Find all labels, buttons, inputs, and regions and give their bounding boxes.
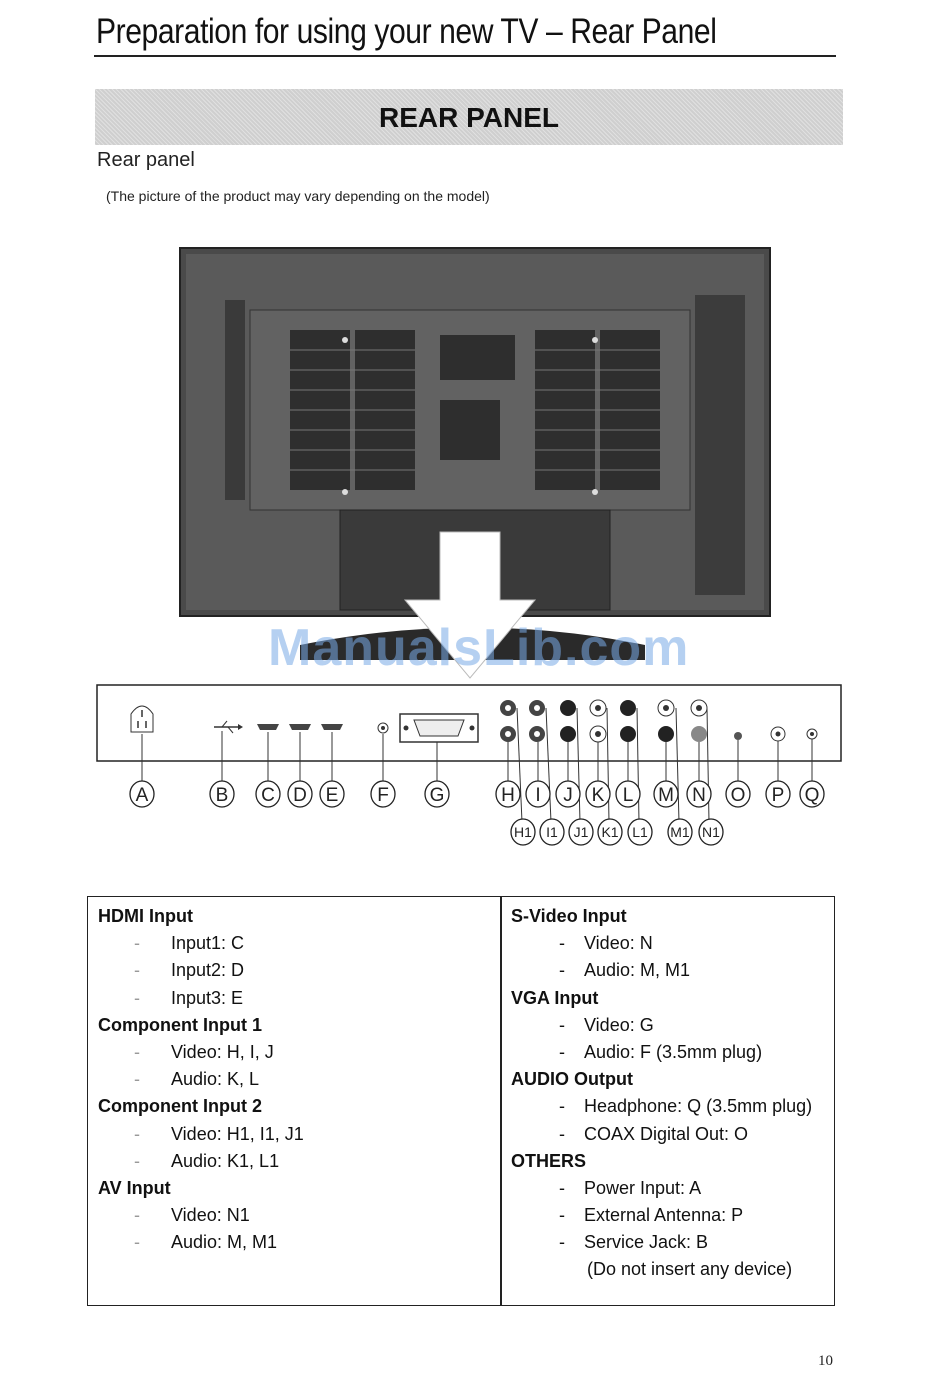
bullet-dash: - bbox=[559, 1232, 565, 1253]
item-text: External Antenna: P bbox=[584, 1205, 744, 1226]
connector-label: H1 bbox=[514, 824, 532, 841]
audio-jack-icon bbox=[378, 723, 388, 733]
list-item bbox=[98, 1148, 304, 1175]
item-text: Audio: F (3.5mm plug) bbox=[584, 1041, 763, 1062]
bullet-dash: - bbox=[559, 1096, 565, 1117]
item-continuation: (Do not insert any device) bbox=[587, 1259, 793, 1280]
connector-panel-diagram bbox=[96, 684, 844, 854]
item-text: Input2: D bbox=[171, 960, 245, 981]
list-item bbox=[511, 1202, 812, 1229]
model-note: (The picture of the product may vary depending on the model) bbox=[106, 188, 490, 204]
bullet-dash: - bbox=[559, 1177, 565, 1198]
watermark: ManualsLib.com bbox=[268, 619, 690, 677]
list-item bbox=[511, 1039, 812, 1066]
bullet-dash: - bbox=[134, 1069, 140, 1090]
connector-label: D bbox=[293, 784, 307, 806]
connector-label: M1 bbox=[670, 824, 690, 841]
list-item bbox=[98, 1202, 304, 1229]
column-divider bbox=[500, 897, 502, 1305]
item-text: Video: N1 bbox=[171, 1205, 250, 1226]
connector-label: G bbox=[429, 784, 445, 806]
item-text: Service Jack: B bbox=[584, 1232, 709, 1253]
title-rule bbox=[94, 55, 836, 57]
item-text: Video: H, I, J bbox=[171, 1041, 274, 1062]
group-title: S-Video Input bbox=[511, 906, 627, 926]
list-item bbox=[98, 1066, 304, 1093]
connector-label: N1 bbox=[702, 824, 720, 841]
bullet-dash: - bbox=[559, 1041, 565, 1062]
page-number: 10 bbox=[818, 1353, 833, 1369]
group-title: Component Input 2 bbox=[98, 1096, 262, 1117]
connector-label: A bbox=[135, 784, 149, 806]
item-text: Audio: K, L bbox=[171, 1069, 260, 1090]
connector-label: H bbox=[501, 784, 515, 806]
connector-label: K1 bbox=[601, 824, 619, 841]
list-item bbox=[511, 930, 812, 957]
item-text: Video: N bbox=[584, 933, 653, 954]
bullet-dash: - bbox=[559, 960, 565, 981]
connector-label: N bbox=[692, 784, 706, 806]
list-item bbox=[98, 957, 304, 984]
right-column bbox=[511, 903, 812, 1284]
connector-label: B bbox=[215, 784, 229, 806]
tv-rear-photo bbox=[150, 240, 800, 680]
left-column bbox=[98, 903, 304, 1256]
connector-sub-labels bbox=[511, 819, 723, 845]
connector-label: P bbox=[771, 784, 785, 806]
item-text: Power Input: A bbox=[584, 1177, 702, 1198]
item-text: Audio: K1, L1 bbox=[171, 1150, 280, 1171]
bullet-dash: - bbox=[134, 1205, 140, 1226]
group-title: Component Input 1 bbox=[98, 1014, 262, 1035]
connector-label: O bbox=[730, 784, 746, 806]
connector-labels bbox=[130, 781, 824, 807]
connector-label: J1 bbox=[573, 824, 589, 841]
bullet-dash: - bbox=[134, 1041, 140, 1062]
item-text: Video: G bbox=[584, 1014, 654, 1035]
page-title: Preparation for using your new TV – Rear Panel bbox=[96, 12, 717, 51]
item-text: Video: H1, I1, J1 bbox=[171, 1123, 304, 1144]
bullet-dash: - bbox=[559, 1205, 565, 1226]
item-text: Input3: E bbox=[171, 987, 244, 1008]
list-item bbox=[98, 985, 304, 1012]
bullet-dash: - bbox=[134, 1150, 140, 1171]
list-item bbox=[511, 1121, 812, 1148]
connector-label: E bbox=[325, 784, 339, 806]
list-item bbox=[98, 1039, 304, 1066]
item-text: Headphone: Q (3.5mm plug) bbox=[584, 1096, 813, 1117]
list-item bbox=[511, 1175, 812, 1202]
connector-label: F bbox=[377, 784, 389, 806]
group-title: HDMI Input bbox=[98, 906, 193, 926]
section-banner bbox=[95, 89, 843, 145]
hdmi-port-icon bbox=[257, 724, 343, 730]
group-title: VGA Input bbox=[511, 987, 599, 1008]
bullet-dash: - bbox=[134, 960, 140, 981]
connector-label: J bbox=[563, 784, 573, 806]
bullet-dash: - bbox=[134, 933, 140, 954]
list-item bbox=[511, 957, 812, 984]
connector-label: I1 bbox=[546, 824, 558, 841]
bullet-dash: - bbox=[559, 933, 565, 954]
bullet-dash: - bbox=[134, 987, 140, 1008]
group-title: OTHERS bbox=[511, 1150, 587, 1171]
group-title: AV Input bbox=[98, 1177, 171, 1198]
connector-label: C bbox=[261, 784, 275, 806]
item-text: Audio: M, M1 bbox=[584, 960, 691, 981]
list-item bbox=[511, 1093, 812, 1120]
power-inlet-icon bbox=[131, 706, 153, 732]
connector-label: M bbox=[658, 784, 674, 806]
item-text: COAX Digital Out: O bbox=[584, 1123, 749, 1144]
vga-port-icon bbox=[400, 714, 478, 742]
connector-label: K bbox=[591, 784, 605, 806]
connector-label: L1 bbox=[632, 824, 648, 841]
connector-label: I bbox=[535, 784, 541, 806]
connector-label: Q bbox=[804, 784, 820, 806]
bullet-dash: - bbox=[134, 1232, 140, 1253]
section-subtitle: Rear panel bbox=[97, 149, 195, 171]
bullet-dash: - bbox=[559, 1123, 565, 1144]
banner-title: REAR PANEL bbox=[379, 102, 559, 133]
item-text: Input1: C bbox=[171, 933, 245, 954]
group-title: AUDIO Output bbox=[511, 1069, 633, 1090]
list-item bbox=[511, 1012, 812, 1039]
list-item bbox=[98, 1229, 304, 1256]
list-item bbox=[511, 1229, 812, 1256]
item-text: Audio: M, M1 bbox=[171, 1232, 278, 1253]
list-item bbox=[98, 1121, 304, 1148]
list-item bbox=[98, 930, 304, 957]
bullet-dash: - bbox=[134, 1123, 140, 1144]
connector-label: L bbox=[622, 784, 634, 806]
connection-spec-table bbox=[87, 896, 835, 1306]
bullet-dash: - bbox=[559, 1014, 565, 1035]
